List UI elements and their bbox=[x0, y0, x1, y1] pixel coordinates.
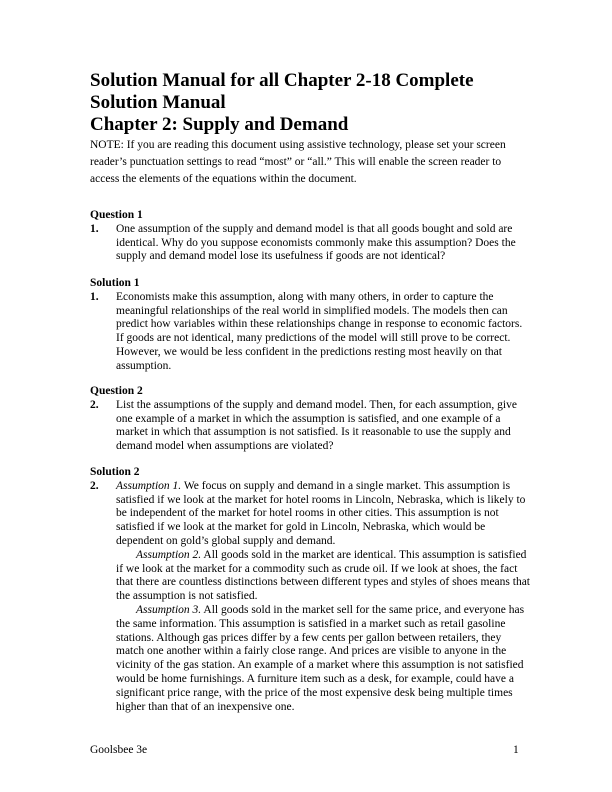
solution-2-section bbox=[90, 466, 530, 714]
document-title bbox=[90, 70, 540, 136]
solution-2-item bbox=[90, 480, 530, 715]
question-2-number: 2. bbox=[90, 398, 99, 411]
assumption-1-label: Assumption 1. bbox=[116, 479, 182, 492]
solution-1-number: 1. bbox=[90, 290, 99, 303]
question-1-text: One assumption of the supply and demand model is that all goods bought and sold are identical. Why do you suppose economists commonly make this assumption? Does the supply and demand model lose its usefulness if goods are not identical? bbox=[116, 222, 516, 263]
footer-edition: Goolsbee 3e bbox=[90, 744, 148, 756]
assumption-3-label: Assumption 3. bbox=[136, 603, 202, 616]
question-2-heading: Question 2 bbox=[90, 385, 143, 397]
footer-page-number: 1 bbox=[513, 744, 519, 756]
title-line-2: Chapter 2: Supply and Demand bbox=[90, 114, 349, 135]
solution-1-section bbox=[90, 277, 530, 374]
question-1-item bbox=[90, 223, 530, 264]
assumption-2-label: Assumption 2. bbox=[136, 548, 202, 561]
question-2-item bbox=[90, 399, 530, 454]
question-2-text: List the assumptions of the supply and demand model. Then, for each assumption, give one example of a market in which the assumption is satisfied, and one example of a market in which that assumption is not satisfied. Is it reasonable to use the supply and demand model when assumptions are violated? bbox=[116, 398, 517, 453]
question-1-heading: Question 1 bbox=[90, 209, 143, 221]
solution-2-paragraph-2 bbox=[116, 549, 530, 604]
assumption-2-text: All goods sold in the market are identical. This assumption is satisfied if we look at the market for a commodity such as crude oil. If we look at shoes, the fact that there are countless distinctions between different types and styles of shoes means that the assumption is not satisfied. bbox=[116, 548, 530, 603]
assumption-3-text: All goods sold in the market sell for the same price, and everyone has the same information. This assumption is satisfied in a market such as retail gasoline stations. Although gas prices differ by a few cents per gallon between retailers, they match one another within a fairly close range. And prices are visible to anyone in the vicinity of the gas station. An example of a market where this assumption is not satisfied would be home furnishings. A furniture item such as a desk, for example, could have a significant price range, with the price of the most expensive desk being multiple times higher than that of an inexpensive one. bbox=[116, 603, 525, 713]
question-1-number: 1. bbox=[90, 222, 99, 235]
solution-2-number: 2. bbox=[90, 479, 99, 492]
accessibility-note: NOTE: If you are reading this document using assistive technology, please set your screen reader’s punctuation settings to read “most” or “all.” This will enable the screen reader to access the elements of the equations within the document. bbox=[90, 139, 506, 185]
solution-1-heading: Solution 1 bbox=[90, 277, 140, 289]
solution-1-text: Economists make this assumption, along with many others, in order to capture the meaningful relationships of the real world in simplified models. The models then can predict how variables within these relationships change in response to economic factors. If goods are not identical, many predictions of the model will still prove to be correct. However, we would be less confident in the predictions resting most heavily on that assumption. bbox=[116, 290, 523, 372]
title-line-1: Solution Manual for all Chapter 2-18 Complete Solution Manual bbox=[90, 70, 474, 113]
question-2-section bbox=[90, 385, 530, 454]
solution-1-item bbox=[90, 291, 530, 374]
solution-2-paragraph-1 bbox=[116, 480, 530, 549]
solution-2-paragraph-3 bbox=[116, 604, 530, 714]
question-1-section bbox=[90, 209, 530, 264]
solution-2-heading: Solution 2 bbox=[90, 466, 140, 478]
assumption-1-text: We focus on supply and demand in a single market. This assumption is satisfied if we look at the market for hotel rooms in Lincoln, Nebraska, which is likely to be independent of the market for hotel rooms in other cities. This assumption is not satisfied if we look at the market for gold in Lincoln, Nebraska, which would be dependent on gold’s global supply and demand. bbox=[116, 479, 526, 547]
